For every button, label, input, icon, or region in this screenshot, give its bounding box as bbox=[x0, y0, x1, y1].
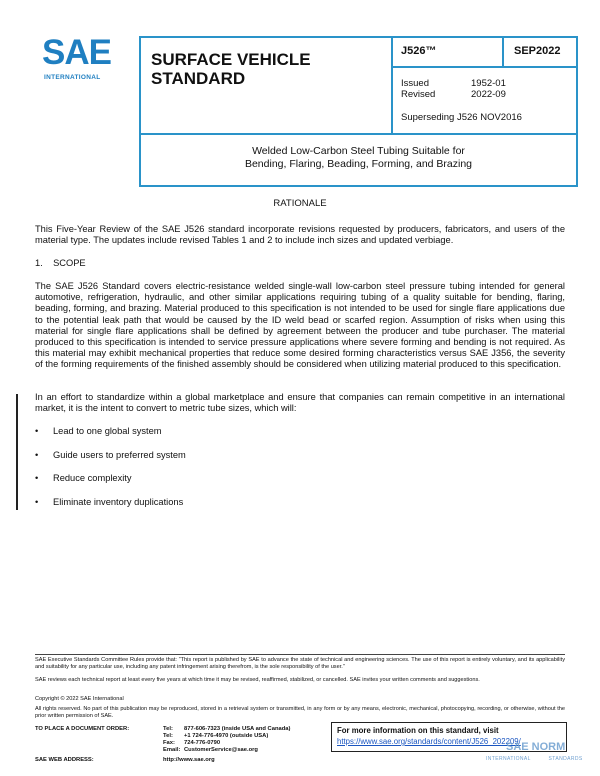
fax-value: 724-776-0790 bbox=[184, 740, 221, 746]
bullet-icon: • bbox=[35, 473, 39, 483]
footer-committee-rules: SAE Executive Standards Committee Rules provide that: “This report is published by SAE to advance the state of technical and engineering sciences. The use of this report is entirely voluntary, and its applicability and suitability for any particular use, including any patent infringement arising therefrom, is the sole responsibility of the user.” bbox=[35, 657, 565, 670]
footer-review-note: SAE reviews each technical report at least every five years at which time it may be revised, reaffirmed, stabilized, or cancelled. SAE invites your written comments and suggestions. bbox=[35, 677, 480, 683]
watermark: SAE NORM bbox=[506, 741, 566, 753]
list-item bbox=[35, 497, 183, 507]
subtitle-line-2: Bending, Flaring, Beading, Forming, and Brazing bbox=[244, 158, 473, 170]
tel-label: Tel: bbox=[163, 733, 173, 739]
header-divider bbox=[391, 38, 393, 135]
rationale-heading: RATIONALE bbox=[273, 198, 327, 209]
scope-paragraph: The SAE J526 Standard covers electric-resistance welded single-wall low-carbon steel pressure tubing intended for general automotive, refrigeration, hydraulic, and other similar applications requiring tubing of a quality suitable for bending, flaring, beading, forming, and brazing. Material produced to this specification is not intended to be used for single flare applications due to the potential leak path that would be caused by the ID weld bead or scarfed region. Assumption of risks when using this material for single flare applications shall be defined by agreement between the producer and tube purchaser. The material produced to this specification is intended to service pressure applications where severe forming and bending is not required. As this material may exhibit mechanical properties that reduce some desired forming characteristics versus SAE J356, the severity of the forming requirements of the finished assembly should be considered when utilizing material produced to this specification. bbox=[35, 281, 565, 370]
fax-label: Fax: bbox=[163, 740, 175, 746]
title-line-2: STANDARD bbox=[151, 69, 246, 88]
more-info-title: For more information on this standard, visit bbox=[337, 726, 499, 735]
scope-heading: 1. SCOPE bbox=[35, 258, 86, 268]
document-header bbox=[139, 36, 578, 187]
document-date: SEP2022 bbox=[514, 45, 561, 57]
email-value: CustomerService@sae.org bbox=[184, 747, 258, 753]
list-item bbox=[35, 450, 186, 460]
bullet-icon: • bbox=[35, 497, 39, 507]
bullet-icon: • bbox=[35, 426, 39, 436]
logo-text: SAE bbox=[42, 33, 111, 72]
tel-value: +1 724-776-4970 (outside USA) bbox=[184, 733, 269, 739]
issued-value: 1952-01 bbox=[471, 78, 506, 89]
subtitle-line-1: Welded Low-Carbon Steel Tubing Suitable for bbox=[252, 145, 465, 157]
watermark-subtext: INTERNATIONAL STANDARDS bbox=[486, 756, 583, 762]
document-subtitle bbox=[141, 145, 576, 171]
header-divider bbox=[391, 66, 576, 68]
list-item-text: Guide users to preferred system bbox=[53, 450, 186, 460]
web-address-label: SAE WEB ADDRESS: bbox=[35, 757, 94, 763]
sae-logo bbox=[40, 33, 120, 87]
list-item bbox=[35, 473, 132, 483]
issued-label: Issued bbox=[401, 78, 429, 89]
order-label: TO PLACE A DOCUMENT ORDER: bbox=[35, 726, 130, 732]
footer-divider bbox=[35, 654, 565, 655]
logo-subtext: INTERNATIONAL bbox=[44, 74, 101, 81]
tel-value: 877-606-7323 (inside USA and Canada) bbox=[184, 726, 291, 732]
tel-label: Tel: bbox=[163, 726, 173, 732]
rationale-paragraph: This Five-Year Review of the SAE J526 standard incorporate revisions requested by producers, fabricators, and users of the material type. The updates include revised Tables 1 and 2 to include inch sizes and updated verbiage. bbox=[35, 224, 565, 246]
standard-link[interactable]: https://www.sae.org/standards/content/J526_202209/ bbox=[337, 737, 521, 746]
superseding-note: Superseding J526 NOV2016 bbox=[401, 112, 522, 123]
footer-rights: All rights reserved. No part of this publication may be reproduced, stored in a retrieval system or transmitted, in any form or by any means, electronic, mechanical, photocopying, recording, or otherwise, without the prior written permission of SAE. bbox=[35, 706, 565, 719]
bullet-icon: • bbox=[35, 450, 39, 460]
list-item bbox=[35, 426, 162, 436]
title-line-1: SURFACE VEHICLE bbox=[151, 50, 311, 69]
header-divider bbox=[141, 133, 576, 135]
web-address-value: http://www.sae.org bbox=[163, 757, 215, 763]
header-divider bbox=[502, 38, 504, 66]
list-item-text: Eliminate inventory duplications bbox=[53, 497, 184, 507]
email-label: Email: bbox=[163, 747, 181, 753]
metric-intro-paragraph: In an effort to standardize within a global marketplace and ensure that companies can remain competitive in an international market, it is the intent to convert to metric tube sizes, which will: bbox=[35, 392, 565, 414]
revised-value: 2022-09 bbox=[471, 89, 506, 100]
revision-change-bar bbox=[16, 394, 18, 510]
document-type-title bbox=[151, 50, 311, 88]
document-number: J526™ bbox=[401, 45, 437, 57]
list-item-text: Reduce complexity bbox=[53, 473, 132, 483]
footer-copyright: Copyright © 2022 SAE International bbox=[35, 696, 124, 702]
list-item-text: Lead to one global system bbox=[53, 426, 162, 436]
revised-label: Revised bbox=[401, 89, 436, 100]
